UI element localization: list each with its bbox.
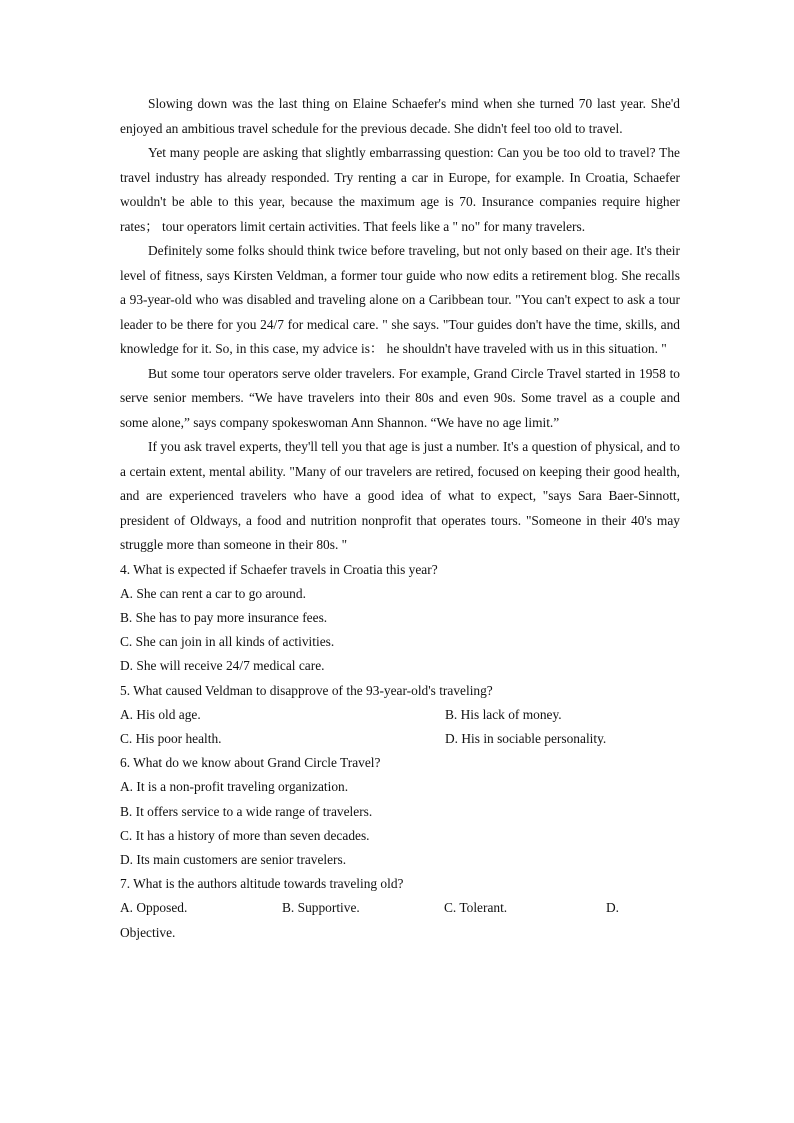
question-4-option-d: D. She will receive 24/7 medical care. <box>120 658 325 674</box>
question-6-option-b: B. It offers service to a wide range of travelers. <box>120 803 373 819</box>
passage-paragraph-1: Slowing down was the last thing on Elaine Schaefer's mind when she turned 70 last year. She'd enjoyed an ambitious travel schedule for the previous decade. She didn't feel too old to travel. <box>120 96 680 136</box>
question-4-stem: 4. What is expected if Schaefer travels in Croatia this year? <box>120 561 438 577</box>
question-7-option-d-label: D. <box>606 900 620 916</box>
question-7-option-c: C. Tolerant. <box>444 900 508 916</box>
document-page <box>120 92 680 945</box>
question-5-option-c: C. His poor health. <box>120 730 222 746</box>
question-4-option-a: A. She can rent a car to go around. <box>120 585 306 601</box>
question-7-option-a: A. Opposed. <box>120 900 188 916</box>
passage-paragraph-3: Definitely some folks should think twice before traveling, but not only based on their age. It's their level of fitness, says Kirsten Veldman, a former tour guide who now edits a retirement blog. She recalls a 93-year-old who was disabled and traveling alone on a Caribbean tour. "You can't expect to ask a tour leader to be there for you 24/7 for medical care. " she says. "Tour guides don't have the time, skills, and knowledge for it. So, in this case, my advice is： he shouldn't have traveled with us in this situation. " <box>120 243 680 356</box>
question-6-stem: 6. What do we know about Grand Circle Travel? <box>120 755 381 771</box>
question-6-option-d: D. Its main customers are senior travelers. <box>120 851 347 867</box>
question-4-option-c: C. She can join in all kinds of activities. <box>120 634 335 650</box>
passage-paragraph-5: If you ask travel experts, they'll tell you that age is just a number. It's a question of physical, and to a certain extent, mental ability. "Many of our travelers are retired, focused on keeping their good health, and are experienced travelers who have a good idea of what to expect, "says Sara Baer-Sinnott, president of Oldways, a food and nutrition nonprofit that operates tours. "Someone in their 40's may struggle more than someone in their 80s. " <box>120 439 680 552</box>
question-6-option-a: A. It is a non-profit traveling organization. <box>120 779 349 795</box>
question-5-stem: 5. What caused Veldman to disapprove of the 93-year-old's traveling? <box>120 682 493 698</box>
question-5-option-a: A. His old age. <box>120 706 201 722</box>
passage-paragraph-2: Yet many people are asking that slightly embarrassing question: Can you be too old to travel? The travel industry has already responded. Try renting a car in Europe, for example. In Croatia, Schaefer wouldn't be able to this year, because the maximum age is 70. Insurance companies require higher rates； tour operators limit certain activities. That feels like a " no" for many travelers. <box>120 145 680 234</box>
question-7-options-row <box>120 896 680 920</box>
question-7-option-d-text: Objective. <box>120 924 176 940</box>
question-7-stem: 7. What is the authors altitude towards traveling old? <box>120 876 404 892</box>
question-6 <box>120 751 680 872</box>
question-4 <box>120 558 680 679</box>
passage-paragraph-4: But some tour operators serve older travelers. For example, Grand Circle Travel started in 1958 to serve senior members. “We have travelers into their 80s and even 90s. Some travel as a couple and some alone,” says company spokeswoman Ann Shannon. “We have no age limit.” <box>120 365 680 430</box>
question-5-options-row-2 <box>120 727 680 751</box>
question-7 <box>120 872 680 945</box>
question-7-option-b: B. Supportive. <box>282 900 360 916</box>
question-5-options-row-1 <box>120 703 680 727</box>
question-6-option-c: C. It has a history of more than seven decades. <box>120 827 370 843</box>
question-5-option-d: D. His in sociable personality. <box>445 730 607 746</box>
question-5-option-b: B. His lack of money. <box>445 706 562 722</box>
question-4-option-b: B. She has to pay more insurance fees. <box>120 609 328 625</box>
question-5 <box>120 679 680 752</box>
